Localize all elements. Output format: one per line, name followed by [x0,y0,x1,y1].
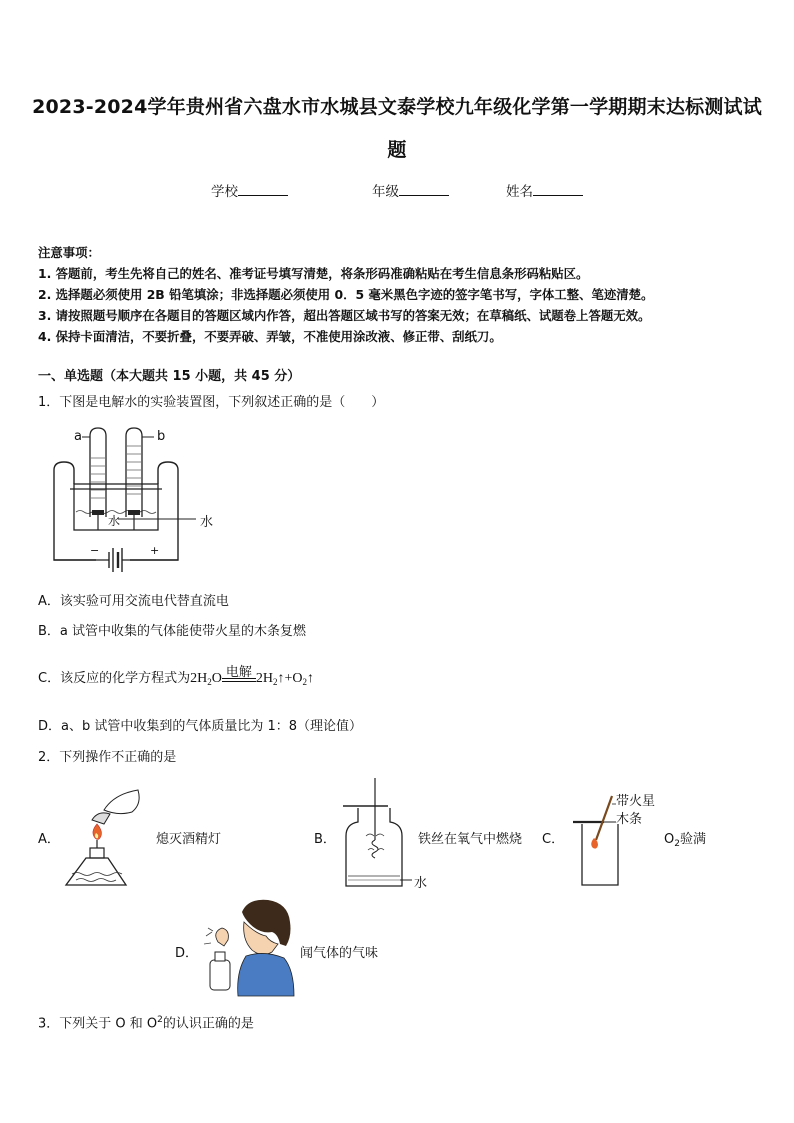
tube-b-label: b [157,429,166,444]
q1-option-a: A．该实验可用交流电代替直流电 [38,594,229,609]
school-field: 学校 [211,180,288,200]
notice-item: 4. 保持卡面清洁，不要折叠，不要弄破、弄皱，不准使用涂改液、修正带、刮纸刀。 [38,329,502,344]
question-2-stem: 2．下列操作不正确的是 [38,750,177,765]
q2-c-splint-label-2: 木条 [616,812,643,827]
q2-b-water-label: 水 [414,876,428,891]
notice-item: 1. 答题前，考生先将自己的姓名、准考证号填写清楚，将条形码准确粘贴在考生信息条形码粘贴区。 [38,266,589,281]
q2-c-splint-label-1: 带火星 [616,794,656,809]
question-3-stem: 3．下列关于 O 和 $O^2$的认识正确的是 [38,1015,254,1032]
q1-option-d: D．a、b 试管中收集到的气体质量比为 1：8（理论值） [38,719,363,734]
page-title [30,86,764,172]
plus-sign: + [150,544,160,557]
notice-item: 3. 请按照题号顺序在各题目的答题区域内作答，超出答题区域书写的答案无效；在草稿纸、试题卷上答题无效。 [38,308,651,323]
q2-c-caption: $O_2$验满 [664,832,706,849]
q1-option-c: C．该反应的化学方程式为$2H_2O$ 电解 $2H_2↑+O_2↑$ [38,665,314,687]
tube-a-label: a [74,429,82,444]
water-label: 水 [200,515,214,530]
q2-a-caption: 熄灭酒精灯 [156,832,222,847]
notice-heading: 注意事项： [38,245,100,260]
question-1-stem: 1．下图是电解水的实验装置图，下列叙述正确的是（ ） [38,395,385,410]
q2-d-caption: 闻气体的气味 [300,946,379,961]
notice-item: 2. 选择题必须使用 2B 铅笔填涂；非选择题必须使用 0．5 毫米黑色字迹的签字笔书写，字体工整、笔迹清楚。 [38,287,654,302]
q1-option-b: B．a 试管中收集的气体能使带火星的木条复燃 [38,624,307,639]
title-line-2: 题 [387,139,407,161]
reaction-condition: 电解 [225,665,252,680]
name-field: 姓名 [506,180,583,200]
grade-field: 年级 [372,180,449,200]
minus-sign: − [90,544,100,557]
section-heading: 一、单选题（本大题共 15 小题，共 45 分） [38,369,301,384]
title-line-1: 2023-2024学年贵州省六盘水市水城县文泰学校九年级化学第一学期期末达标测试试 [32,96,762,118]
q2-b-caption: 铁丝在氧气中燃烧 [418,832,523,847]
water-in-trough-label: 水 [108,514,121,528]
